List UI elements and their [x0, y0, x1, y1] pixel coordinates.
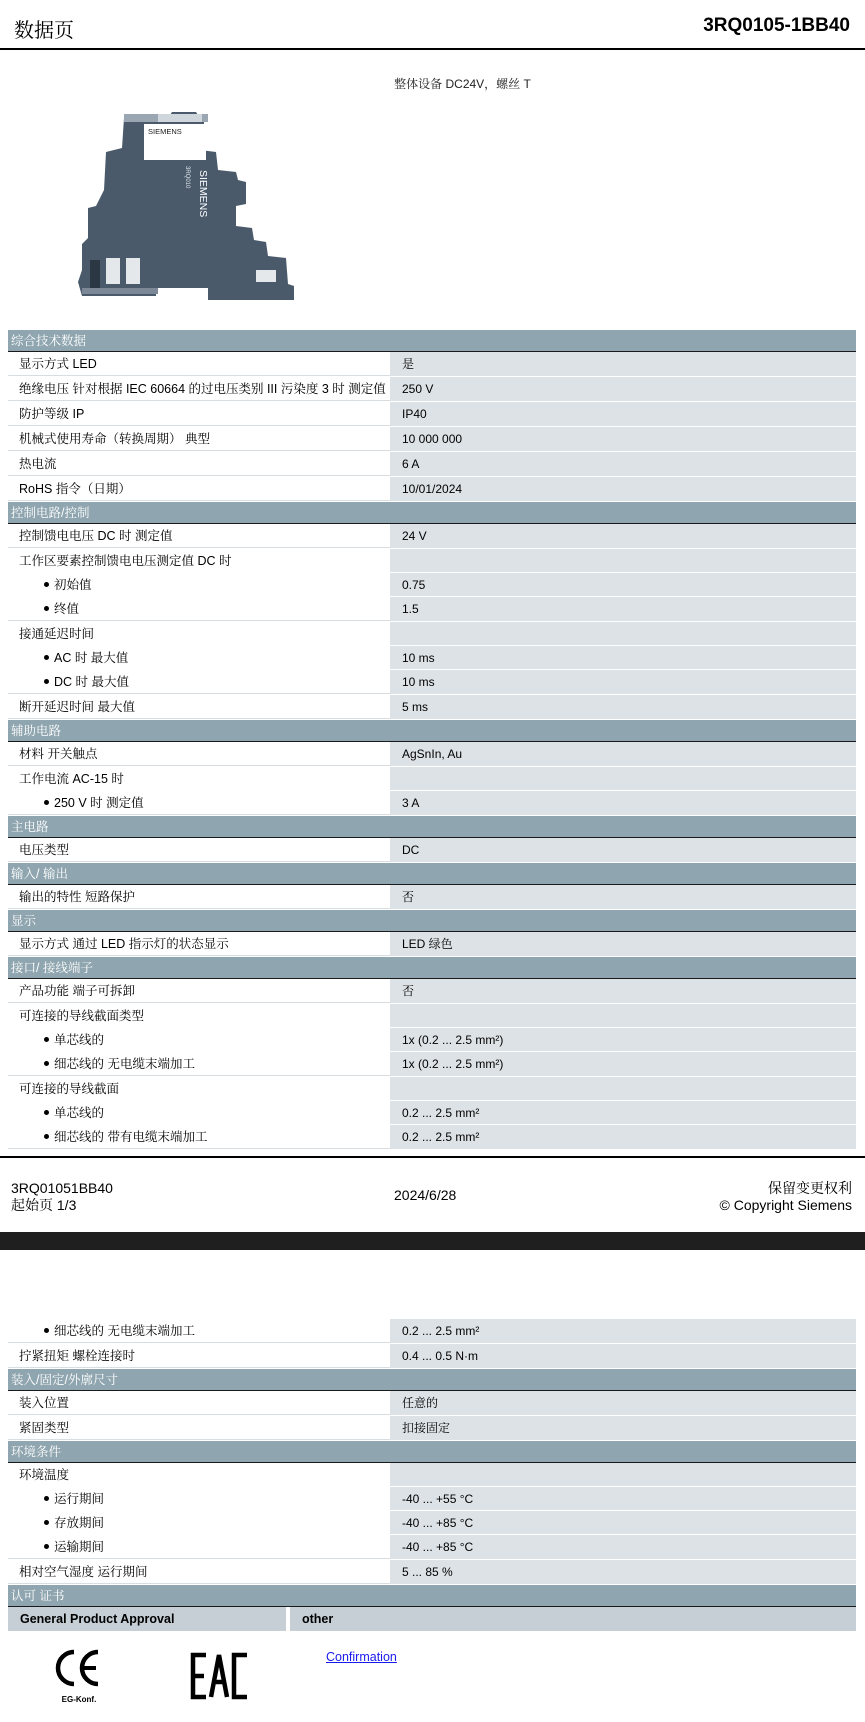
- spec-row: [8, 1487, 856, 1511]
- spec-value: 0.4 ... 0.5 N·m: [390, 1344, 856, 1368]
- spec-table-page-1: [8, 330, 856, 1150]
- spec-key: [8, 1052, 390, 1076]
- spec-key: [8, 477, 390, 501]
- spec-row: [8, 1004, 856, 1028]
- spec-row: [8, 1416, 856, 1441]
- spec-value: [390, 767, 856, 790]
- relay-side-brand: SIEMENS: [197, 170, 209, 218]
- spec-key: [8, 1487, 390, 1510]
- section-header: 认可 证书: [8, 1585, 856, 1607]
- spec-key-text: 终值: [54, 602, 80, 616]
- relay-base: [82, 288, 158, 294]
- spec-key-text: 热电流: [19, 457, 57, 471]
- spec-key: [8, 646, 390, 669]
- spec-key-text: 单芯线的: [54, 1033, 105, 1047]
- bullet-icon: [44, 606, 49, 611]
- section-header: 主电路: [8, 816, 856, 838]
- bullet-icon: [44, 1328, 49, 1333]
- spec-value: [390, 549, 856, 572]
- section-header: 装入/固定/外廓尺寸: [8, 1369, 856, 1391]
- spec-key-text: 可连接的导线截面类型: [19, 1009, 145, 1023]
- spec-value: 0.75: [390, 573, 856, 596]
- spec-key-text: 显示方式 LED: [19, 357, 97, 371]
- spec-key-text: 产品功能 端子可拆卸: [19, 984, 135, 998]
- spec-value: IP40: [390, 402, 856, 426]
- spec-row: [8, 1077, 856, 1101]
- spec-row: [8, 573, 856, 597]
- spec-key: [8, 402, 390, 426]
- bullet-icon: [44, 1061, 49, 1066]
- spec-value: 10 ms: [390, 670, 856, 694]
- spec-key-text: 细芯线的 无电缆末端加工: [54, 1057, 195, 1071]
- product-caption: 整体设备 DC24V，螺丝 T: [394, 77, 531, 91]
- spec-value: [390, 1463, 856, 1486]
- spec-key: [8, 377, 390, 401]
- spec-key: [8, 670, 390, 694]
- page-footer: [0, 1156, 865, 1236]
- spec-key-text: 运行期间: [54, 1492, 105, 1506]
- spec-key-text: 输出的特性 短路保护: [19, 890, 135, 904]
- page-header: [0, 0, 865, 50]
- section-header: 控制电路/控制: [8, 502, 856, 524]
- footer-copyright: © Copyright Siemens: [719, 1197, 852, 1213]
- bullet-icon: [44, 655, 49, 660]
- section-header: 显示: [8, 910, 856, 932]
- spec-key-text: 防护等级 IP: [19, 407, 85, 421]
- spec-key: [8, 1391, 390, 1415]
- spec-row: [8, 1101, 856, 1125]
- spec-row: [8, 646, 856, 670]
- section-header: 接口/ 接线端子: [8, 957, 856, 979]
- bullet-icon: [44, 1037, 49, 1042]
- spec-key: [8, 352, 390, 376]
- spec-row: [8, 979, 856, 1004]
- spec-key: [8, 838, 390, 862]
- spec-key-text: AC 时 最大值: [54, 651, 129, 665]
- section-header: 辅助电路: [8, 720, 856, 742]
- spec-value: DC: [390, 838, 856, 862]
- spec-key: [8, 549, 390, 572]
- spec-value: 1.5: [390, 597, 856, 621]
- spec-value: 否: [390, 885, 856, 909]
- spec-key-text: 单芯线的: [54, 1106, 105, 1120]
- spec-key: [8, 1077, 390, 1100]
- spec-key-text: 电压类型: [19, 843, 70, 857]
- spec-row: [8, 742, 856, 767]
- relay-terminal-4: [256, 270, 276, 282]
- relay-label-brand: SIEMENS: [148, 127, 182, 136]
- spec-value: -40 ... +85 °C: [390, 1511, 856, 1534]
- spec-row: [8, 1535, 856, 1560]
- bullet-icon: [44, 1544, 49, 1549]
- spec-key: [8, 1319, 390, 1343]
- footer-date: 2024/6/28: [394, 1187, 457, 1203]
- spec-key-text: 运输期间: [54, 1540, 105, 1554]
- spec-row: [8, 791, 856, 816]
- spec-key: [8, 1028, 390, 1051]
- product-image: [76, 110, 326, 320]
- spec-key-text: 250 V 时 测定值: [54, 796, 144, 810]
- bullet-icon: [44, 679, 49, 684]
- section-header: 环境条件: [8, 1441, 856, 1463]
- footer-page: 起始页 1/3: [11, 1197, 77, 1213]
- spec-row: [8, 1463, 856, 1487]
- approvals-table: [8, 1585, 856, 1631]
- spec-row: [8, 622, 856, 646]
- bullet-icon: [44, 1134, 49, 1139]
- spec-row: [8, 477, 856, 502]
- spec-key-text: 机械式使用寿命（转换周期） 典型: [19, 432, 210, 446]
- spec-row: [8, 1125, 856, 1150]
- product-id: 3RQ0105-1BB40: [703, 15, 850, 36]
- spec-value: -40 ... +55 °C: [390, 1487, 856, 1510]
- spec-value: 1x (0.2 ... 2.5 mm²): [390, 1052, 856, 1076]
- spec-value: 0.2 ... 2.5 mm²: [390, 1101, 856, 1124]
- page-title: 数据页: [14, 20, 74, 42]
- spec-value: 3 A: [390, 791, 856, 815]
- spec-key: [8, 1125, 390, 1149]
- spec-value: LED 绿色: [390, 932, 856, 956]
- spec-row: [8, 1560, 856, 1585]
- bullet-icon: [44, 582, 49, 587]
- spec-row: [8, 885, 856, 910]
- spec-key: [8, 932, 390, 956]
- spec-row: [8, 1391, 856, 1416]
- relay-terminal-3: [126, 258, 140, 284]
- spec-row: [8, 427, 856, 452]
- section-header: 综合技术数据: [8, 330, 856, 352]
- spec-row: [8, 524, 856, 549]
- spec-value: 是: [390, 352, 856, 376]
- relay-terminal-1: [90, 260, 100, 290]
- spec-key-text: 绝缘电压 针对根据 IEC 60664 的过电压类别 III 污染度 3 时 测定值: [19, 382, 386, 396]
- spec-key-text: 环境温度: [19, 1468, 70, 1482]
- spec-key-text: 显示方式 通过 LED 指示灯的状态显示: [19, 937, 229, 951]
- spec-key-text: 装入位置: [19, 1396, 70, 1410]
- spec-key-text: 拧紧扭矩 螺栓连接时: [19, 1349, 135, 1363]
- spec-value: 任意的: [390, 1391, 856, 1415]
- spec-key-text: 断开延迟时间 最大值: [19, 700, 135, 714]
- spec-key: [8, 573, 390, 596]
- footer-doc-id: 3RQ01051BB40: [11, 1180, 113, 1196]
- spec-row: [8, 377, 856, 402]
- spec-key: [8, 622, 390, 645]
- spec-row: [8, 838, 856, 863]
- spec-key: [8, 1511, 390, 1534]
- spec-key: [8, 1344, 390, 1368]
- spec-value: 0.2 ... 2.5 mm²: [390, 1319, 856, 1343]
- bullet-icon: [44, 800, 49, 805]
- eac-mark-icon: [190, 1652, 250, 1700]
- spec-row: [8, 352, 856, 377]
- bullet-icon: [44, 1520, 49, 1525]
- spec-value: 24 V: [390, 524, 856, 548]
- spec-key: [8, 767, 390, 790]
- spec-row: [8, 597, 856, 622]
- footer-rights: 保留变更权利: [768, 1180, 852, 1196]
- spec-key-text: 工作区要素控制馈电电压测定值 DC 时: [19, 554, 232, 568]
- spec-table-page-2: [8, 1319, 856, 1585]
- footer-right: [720, 1180, 852, 1214]
- spec-value: 6 A: [390, 452, 856, 476]
- spec-key-text: 接通延迟时间: [19, 627, 95, 641]
- spec-value: 10 ms: [390, 646, 856, 669]
- spec-row: [8, 549, 856, 573]
- spec-key: [8, 427, 390, 451]
- spec-row: [8, 1511, 856, 1535]
- ce-mark-label: EG-Konf.: [61, 1695, 97, 1704]
- spec-value: 10 000 000: [390, 427, 856, 451]
- spec-value: 扣接固定: [390, 1416, 856, 1440]
- spec-value: 5 ms: [390, 695, 856, 719]
- spec-value: AgSnIn, Au: [390, 742, 856, 766]
- spec-value: 10/01/2024: [390, 477, 856, 501]
- footer-left: [11, 1180, 113, 1214]
- spec-row: [8, 1028, 856, 1052]
- spec-row: [8, 767, 856, 791]
- relay-terminal-2: [106, 258, 120, 284]
- spec-row: [8, 695, 856, 720]
- page-divider: [0, 1232, 865, 1250]
- approvals-col-general: General Product Approval: [8, 1607, 290, 1631]
- spec-value: 1x (0.2 ... 2.5 mm²): [390, 1028, 856, 1051]
- spec-key: [8, 885, 390, 909]
- spec-value: 0.2 ... 2.5 mm²: [390, 1125, 856, 1149]
- eac-mark: [190, 1652, 250, 1705]
- spec-key: [8, 1560, 390, 1584]
- spec-key-text: 存放期间: [54, 1516, 105, 1530]
- spec-key: [8, 979, 390, 1003]
- spec-key: [8, 1535, 390, 1559]
- relay-clip-highlight: [158, 114, 202, 122]
- spec-key: [8, 1463, 390, 1486]
- spec-key-text: 初始值: [54, 578, 92, 592]
- confirmation-link[interactable]: Confirmation: [326, 1650, 397, 1664]
- ce-mark-icon: [54, 1648, 104, 1688]
- spec-row: [8, 1344, 856, 1369]
- spec-value: 5 ... 85 %: [390, 1560, 856, 1584]
- spec-key: [8, 1416, 390, 1440]
- spec-row: [8, 452, 856, 477]
- spec-key: [8, 1004, 390, 1027]
- bullet-icon: [44, 1110, 49, 1115]
- spec-key-text: 相对空气湿度 运行期间: [19, 1565, 148, 1579]
- spec-row: [8, 402, 856, 427]
- spec-row: [8, 932, 856, 957]
- section-header: 输入/ 输出: [8, 863, 856, 885]
- approvals-col-other: other: [290, 1607, 856, 1631]
- spec-row: [8, 1052, 856, 1077]
- spec-value: -40 ... +85 °C: [390, 1535, 856, 1559]
- spec-key: [8, 695, 390, 719]
- spec-row: [8, 1319, 856, 1344]
- spec-value: [390, 622, 856, 645]
- spec-value: 250 V: [390, 377, 856, 401]
- spec-key: [8, 597, 390, 621]
- relay-model-mark: 3RQ010: [184, 166, 190, 189]
- spec-key-text: RoHS 指令（日期）: [19, 482, 131, 496]
- spec-key-text: 紧固类型: [19, 1421, 70, 1435]
- spec-key-text: 细芯线的 无电缆末端加工: [54, 1324, 195, 1338]
- spec-key-text: 工作电流 AC-15 时: [19, 772, 124, 786]
- spec-row: [8, 670, 856, 695]
- spec-key-text: 材料 开关触点: [19, 747, 98, 761]
- approvals-header-row: [8, 1607, 856, 1631]
- spec-key: [8, 452, 390, 476]
- spec-key-text: 可连接的导线截面: [19, 1082, 120, 1096]
- spec-key: [8, 742, 390, 766]
- bullet-icon: [44, 1496, 49, 1501]
- ce-mark: [54, 1648, 104, 1704]
- spec-value: [390, 1077, 856, 1100]
- spec-key-text: DC 时 最大值: [54, 675, 130, 689]
- spec-key-text: 控制馈电电压 DC 时 测定值: [19, 529, 173, 543]
- spec-key: [8, 524, 390, 548]
- spec-key: [8, 791, 390, 815]
- spec-key-text: 细芯线的 带有电缆末端加工: [54, 1130, 208, 1144]
- spec-value: [390, 1004, 856, 1027]
- spec-value: 否: [390, 979, 856, 1003]
- spec-key: [8, 1101, 390, 1124]
